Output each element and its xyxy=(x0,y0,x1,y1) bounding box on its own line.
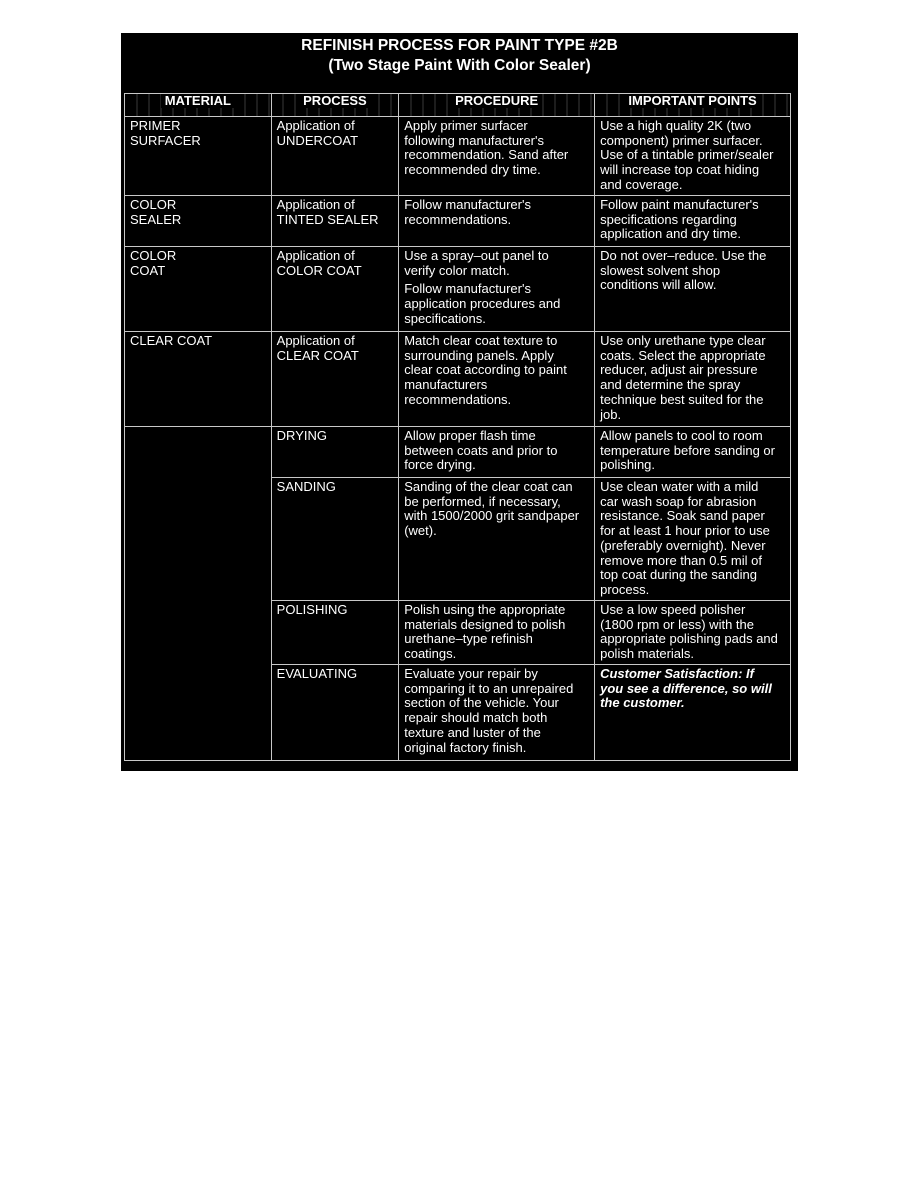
important-points-cell: Use clean water with a mild car wash soap for abrasion resistance. Soak sand paper for at least 1 hour prior to use (preferably overnight). Never remove more than 0.5 mil of top coat during the sanding process. xyxy=(595,478,791,601)
process-cell: SANDING xyxy=(271,478,399,601)
title-line-1: REFINISH PROCESS FOR PAINT TYPE #2B xyxy=(301,37,618,54)
procedure-cell: Follow manufacturer's recommendations. xyxy=(399,196,595,247)
refinish-process-panel xyxy=(121,33,798,771)
important-points-cell: Follow paint manufacturer's specifications regarding application and dry time. xyxy=(595,196,791,247)
table-row xyxy=(125,427,791,478)
procedure-cell: Allow proper flash time between coats and prior to force drying. xyxy=(399,427,595,478)
process-cell: DRYING xyxy=(271,427,399,478)
material-cell: PRIMER SURFACER xyxy=(125,117,272,196)
header-procedure: PROCEDURE xyxy=(399,94,595,117)
table-row xyxy=(125,196,791,247)
procedure-cell: Evaluate your repair by comparing it to an unrepaired section of the vehicle. Your repair should match both texture and luster of the original factory finish. xyxy=(399,665,595,761)
process-cell: EVALUATING xyxy=(271,665,399,761)
important-points-cell: Customer Satisfaction: If you see a difference, so will the customer. xyxy=(595,665,791,761)
important-points-cell: Use only urethane type clear coats. Select the appropriate reducer, adjust air pressure and determine the spray technique best suited for the job. xyxy=(595,332,791,427)
table-header-row xyxy=(125,94,791,117)
table-row xyxy=(125,332,791,427)
important-points-cell: Do not over–reduce. Use the slowest solvent shop conditions will allow. xyxy=(595,247,791,332)
process-cell: Application of UNDERCOAT xyxy=(271,117,399,196)
important-points-cell: Allow panels to cool to room temperature before sanding or polishing. xyxy=(595,427,791,478)
header-material: MATERIAL xyxy=(125,94,272,117)
procedure-cell: Use a spray–out panel to verify color match. Follow manufacturer's application procedures and specifications. xyxy=(399,247,595,332)
material-cell-empty xyxy=(125,427,272,761)
procedure-cell: Apply primer surfacer following manufacturer's recommendation. Sand after recommended dry time. xyxy=(399,117,595,196)
header-important-points: IMPORTANT POINTS xyxy=(595,94,791,117)
document-title xyxy=(121,33,798,93)
refinish-process-table xyxy=(124,93,791,761)
important-points-cell: Use a low speed polisher (1800 rpm or less) with the appropriate polishing pads and polish materials. xyxy=(595,601,791,665)
table-row xyxy=(125,247,791,332)
title-line-2: (Two Stage Paint With Color Sealer) xyxy=(328,57,591,74)
header-process: PROCESS xyxy=(271,94,399,117)
table-row xyxy=(125,117,791,196)
process-cell: Application of COLOR COAT xyxy=(271,247,399,332)
material-cell: CLEAR COAT xyxy=(125,332,272,427)
procedure-cell: Match clear coat texture to surrounding panels. Apply clear coat according to paint manufacturers recommendations. xyxy=(399,332,595,427)
material-cell: COLOR COAT xyxy=(125,247,272,332)
material-cell: COLOR SEALER xyxy=(125,196,272,247)
important-points-cell: Use a high quality 2K (two component) primer surfacer. Use of a tintable primer/sealer will increase top coat hiding and coverage. xyxy=(595,117,791,196)
procedure-cell: Polish using the appropriate materials designed to polish urethane–type refinish coatings. xyxy=(399,601,595,665)
procedure-cell: Sanding of the clear coat can be performed, if necessary, with 1500/2000 grit sandpaper (wet). xyxy=(399,478,595,601)
process-cell: Application of CLEAR COAT xyxy=(271,332,399,427)
process-cell: POLISHING xyxy=(271,601,399,665)
process-cell: Application of TINTED SEALER xyxy=(271,196,399,247)
